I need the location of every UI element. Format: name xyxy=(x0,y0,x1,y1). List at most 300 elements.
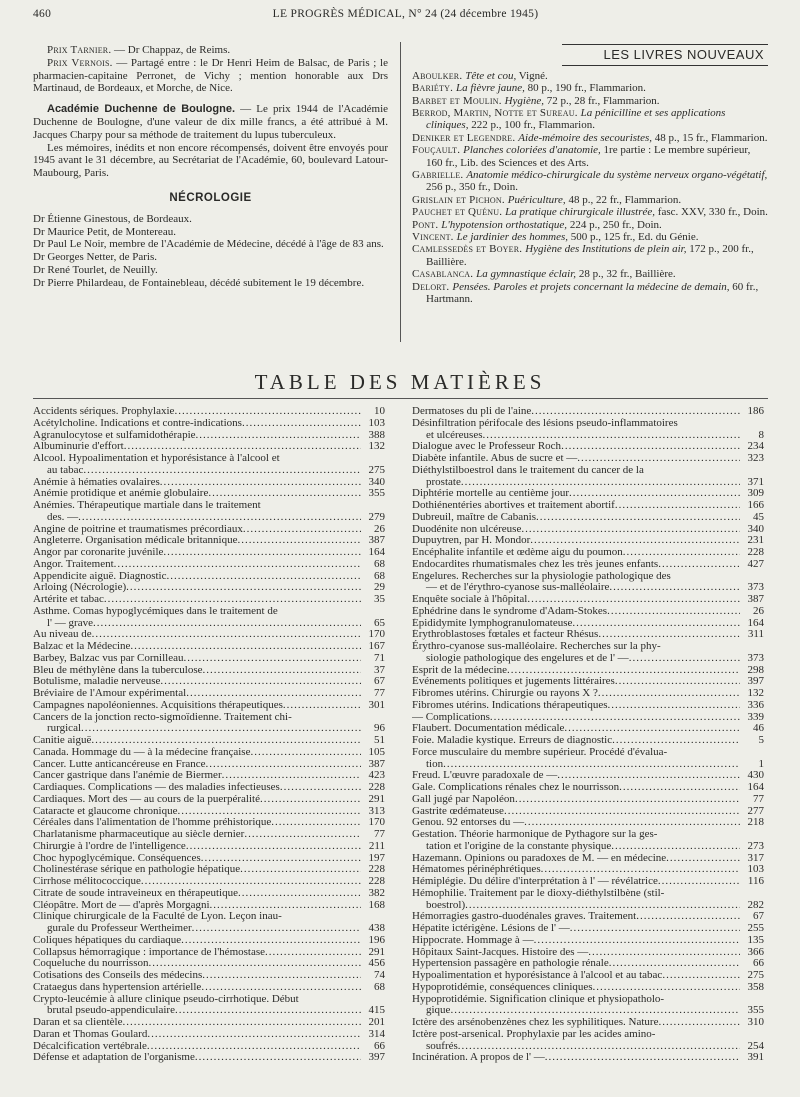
book-author: Casablanca. xyxy=(412,268,477,281)
toc-title: TABLE DES MATIÈRES xyxy=(254,370,546,394)
dot-leader xyxy=(192,923,361,935)
toc-entry-text: Cancers de la jonction recto-sigmoïdienne. Traitement chi- xyxy=(33,710,292,723)
toc-entry-text: Cancer. Lutte anticancéreuse en France xyxy=(33,758,206,770)
dot-leader xyxy=(662,970,740,982)
toc-entry xyxy=(412,594,764,606)
dot-leader xyxy=(196,430,361,442)
necrologie-item: Dr René Tourlet, de Neuilly. xyxy=(33,263,158,276)
toc-page-number: 77 xyxy=(753,792,764,805)
dot-leader xyxy=(507,665,740,677)
toc-page-number: 67 xyxy=(374,675,385,688)
toc-page-number: 366 xyxy=(747,945,764,958)
dot-leader xyxy=(615,676,740,688)
toc-page-number: 373 xyxy=(747,651,764,664)
dot-leader xyxy=(222,770,361,782)
toc-entry xyxy=(33,888,385,900)
toc-page-number: 1 xyxy=(758,757,764,770)
book-entry xyxy=(412,144,768,169)
toc-page-number: 77 xyxy=(374,828,385,840)
dot-leader xyxy=(244,829,361,841)
dot-leader xyxy=(598,688,740,700)
toc-entry xyxy=(412,465,764,489)
book-author: Camlessedès et Boyer. xyxy=(412,243,526,256)
book-author: Pont. xyxy=(412,218,442,231)
dot-leader xyxy=(147,1029,361,1041)
toc-page-number: 311 xyxy=(747,628,764,641)
book-title: Hygiène, xyxy=(504,94,545,107)
dot-leader xyxy=(569,488,740,500)
toc-entry xyxy=(412,947,764,959)
toc-entry xyxy=(412,618,764,630)
toc-page-number: 291 xyxy=(368,792,385,805)
toc-entry-text: Duodénite non ulcéreuse xyxy=(412,523,522,535)
book-author: Grislain et Pichon. xyxy=(412,193,508,206)
toc-entry xyxy=(33,547,385,559)
toc-entry-text: Fibromes utérins. Indications thérapeutiques xyxy=(412,699,608,711)
toc-page-number: 170 xyxy=(368,816,385,829)
toc-page-number: 313 xyxy=(368,804,385,817)
dot-leader xyxy=(195,1052,361,1064)
toc-entry-text: Campagnes napoléoniennes. Acquisitions thérapeutiques xyxy=(33,699,283,711)
toc-entry-text: Daran et sa clientèle xyxy=(33,1017,123,1028)
necrologie-item: Dr Paul Le Noir, membre de l'Académie de Médecine, décédé à l'âge de 83 ans. xyxy=(33,238,384,251)
toc-page-number: 167 xyxy=(368,640,385,652)
toc-entry-text: des. — xyxy=(47,511,79,523)
dot-leader xyxy=(206,759,361,771)
dot-leader xyxy=(271,817,361,829)
toc-entry xyxy=(33,712,385,736)
prize-tarnier xyxy=(33,44,388,57)
dot-leader xyxy=(541,864,740,876)
journal-title: LE PROGRÈS MÉDICAL, N° 24 (24 décembre 1945) xyxy=(272,8,539,20)
toc-page-number: 358 xyxy=(747,980,764,993)
toc-entry-text: Bleu de méthylène dans la tuberculose xyxy=(33,664,203,676)
book-entry xyxy=(412,107,768,132)
toc-entry-text: Cardiaques. Mort des — au cours de la puerpéralité xyxy=(33,793,260,805)
dot-leader xyxy=(250,747,361,759)
toc-page-number: 35 xyxy=(374,593,385,605)
dot-leader xyxy=(572,618,740,630)
toc-page-number: 8 xyxy=(758,428,764,441)
toc-entry-text: Dubreuil, maître de Cabanis xyxy=(412,511,537,523)
toc-entry-text: — et de l'érythro-cyanose sus-malléolaire xyxy=(426,582,610,594)
toc-entry xyxy=(33,947,385,959)
toc-page-number: 310 xyxy=(747,1016,764,1028)
necrologie-item: Dr Georges Netter, de Paris. xyxy=(33,251,157,264)
book-author: Deniker et Legendre. xyxy=(412,131,519,144)
book-author: Delort. xyxy=(412,280,453,293)
toc-page-number: 314 xyxy=(368,1027,385,1040)
page-header xyxy=(33,8,778,26)
book-entry xyxy=(412,231,768,243)
book-title: Tête et cou, xyxy=(465,69,517,82)
toc-entry-text: Artérite et tabac xyxy=(33,594,104,605)
dot-leader xyxy=(636,911,740,923)
toc-entry-text: Désinfiltration périfocale des lésions pseudo-inflammatoires xyxy=(412,416,678,429)
toc-entry-text: Genou. 92 entorses du — xyxy=(412,817,525,829)
necrologie-item: Dr Pierre Philardeau, de Fontainebleau, décédé subitement le 19 décembre. xyxy=(33,276,365,289)
book-author: Bariéty. xyxy=(412,82,456,95)
toc-entry-text: Crataegus dans hypertension artérielle xyxy=(33,981,202,993)
toc-page-number: 231 xyxy=(747,534,764,547)
toc-entry xyxy=(33,653,385,665)
book-author: Vincent. xyxy=(412,231,457,244)
toc-entry xyxy=(412,806,764,818)
toc-page-number: 170 xyxy=(368,628,385,641)
column-divider xyxy=(400,42,401,342)
toc-entry-text: Cirrhose mélitococcique xyxy=(33,876,141,887)
toc-page-number: 382 xyxy=(368,886,385,899)
toc-entry xyxy=(33,1017,385,1029)
toc-entry xyxy=(412,794,764,806)
toc-entry-text: Incinération. A propos de l' — xyxy=(412,1052,545,1064)
toc-entry xyxy=(412,911,764,923)
dot-leader xyxy=(658,1017,740,1029)
toc-page-number: 438 xyxy=(368,922,385,934)
toc-page-number: 196 xyxy=(368,933,385,946)
dot-leader xyxy=(203,665,361,677)
toc-page-number: 228 xyxy=(368,781,385,793)
toc-entry xyxy=(33,1029,385,1041)
toc-entry xyxy=(33,806,385,818)
book-title: Pensées. Paroles et projets concernant la médecine de demain, xyxy=(452,280,730,293)
toc-page-number: 317 xyxy=(747,851,764,864)
toc-entry-text: Cardiaques. Complications — des maladies infectieuses xyxy=(33,782,280,793)
toc-entry xyxy=(33,1052,385,1064)
toc-entry-text: Hypertension passagère en pathologie rénale xyxy=(412,958,609,970)
toc-entry-text: siologie pathologique des engelures et de l' — xyxy=(426,652,629,664)
toc-page-number: 254 xyxy=(747,1039,764,1052)
toc-entry-text: Angine de poitrine et traumatismes précordiaux xyxy=(33,523,243,535)
toc-entry-text: Force musculaire du membre supérieur. Procédé d'évalua- xyxy=(412,745,668,758)
toc-entry xyxy=(33,688,385,700)
toc-entry-text: Gestation. Théorie harmonique de Pythagore sur la ges- xyxy=(412,828,658,840)
book-details: 500 p., 125 fr., Ed. du Génie. xyxy=(568,231,699,244)
book-entry xyxy=(412,169,768,194)
toc-page-number: 37 xyxy=(374,663,385,676)
toc-entry-text: Gastrite œdémateuse xyxy=(412,805,504,817)
toc-entry-text: Citrate de soude intraveineux en thérapeutique xyxy=(33,887,238,899)
toc-entry-text: tation et l'origine de la constante physique xyxy=(426,840,612,852)
book-details: 72 p., 28 fr., Flammarion. xyxy=(544,94,660,107)
toc-right-column xyxy=(412,406,764,1064)
toc-entry-text: l' — grave xyxy=(47,617,93,629)
toc-entry-text: Hématomes périnéphrétiques xyxy=(412,864,541,876)
toc-entry xyxy=(33,770,385,782)
toc-entry xyxy=(412,688,764,700)
toc-entry xyxy=(33,841,385,853)
toc-entry-text: Anémies. Thérapeutique martiale dans le traitement xyxy=(33,499,261,511)
toc-entry xyxy=(412,864,764,876)
dot-leader xyxy=(242,418,361,430)
toc-entry-text: Coliques hépatiques du cardiaque xyxy=(33,934,182,946)
dot-leader xyxy=(114,559,361,571)
toc-page-number: 67 xyxy=(753,910,764,923)
dot-leader xyxy=(160,477,361,489)
toc-entry-text: prostate xyxy=(426,476,461,488)
toc-page-number: 103 xyxy=(747,863,764,876)
book-title: Hygiène des Institutions de plein air, xyxy=(525,243,687,256)
toc-entry xyxy=(33,406,385,418)
toc-entry-text: Asthme. Comas hypoglycémiques dans le traitement de xyxy=(33,604,278,617)
toc-entry xyxy=(33,430,385,442)
toc-entry xyxy=(33,559,385,571)
book-title: La gymnastique éclair, xyxy=(476,268,577,281)
book-entry xyxy=(412,95,768,107)
toc-entry-text: Cholinestérase sérique en pathologie hépatique xyxy=(33,864,241,876)
dot-leader xyxy=(92,629,361,641)
dot-leader xyxy=(126,582,361,594)
toc-entry-text: boestrol) xyxy=(426,899,466,911)
dot-leader xyxy=(588,947,740,959)
toc-page-number: 275 xyxy=(747,969,764,981)
necrologie-item: Dr Étienne Ginestous, de Bordeaux. xyxy=(33,212,192,225)
toc-entry-text: Esprit de la médecine xyxy=(412,664,507,676)
book-author: Barbet et Moulin. xyxy=(412,94,505,107)
toc-entry xyxy=(412,970,764,982)
toc-entry xyxy=(33,958,385,970)
book-title: Le jardinier des hommes, xyxy=(456,231,568,244)
toc-entry-text: Événements politiques et jugements littéraires xyxy=(412,676,615,688)
toc-entry xyxy=(412,665,764,677)
prize-vernois xyxy=(33,57,388,95)
toc-page-number: 415 xyxy=(368,1004,385,1017)
dot-leader xyxy=(167,571,362,583)
academie-paragraph xyxy=(33,103,388,141)
academie-text: — Le prix 1944 de l'Académie Duchenne de Boulogne, d'une valeur de dix mille francs, a été attribué à M. Jacques Charpy pour sa méthode de traitement du lupus tuberculeux. xyxy=(33,103,389,141)
dot-leader xyxy=(629,653,740,665)
toc-page-number: 387 xyxy=(747,593,764,605)
books-column xyxy=(412,44,768,306)
book-entry xyxy=(412,82,768,94)
toc-entry xyxy=(412,935,764,947)
toc-page-number: 323 xyxy=(747,452,764,464)
toc-entry-text: et ulcéreuses xyxy=(426,429,483,441)
toc-page-number: 197 xyxy=(368,851,385,864)
book-details: 28 p., 32 fr., Baillière. xyxy=(576,268,676,281)
toc-entry xyxy=(33,994,385,1018)
toc-entry xyxy=(412,512,764,524)
book-title: L'hypotension orthostatique, xyxy=(441,218,568,231)
toc-page-number: 275 xyxy=(368,463,385,476)
toc-page-number: 164 xyxy=(747,616,764,629)
toc-page-number: 309 xyxy=(747,487,764,500)
toc-page-number: 164 xyxy=(747,781,764,793)
book-entry xyxy=(412,70,768,82)
toc-page-number: 355 xyxy=(747,1004,764,1017)
book-details: 1re partie : Le membre supérieur, 160 fr., Lib. des Sciences et des Arts. xyxy=(426,144,751,169)
toc-entry-text: Érythroblastoses fœtales et facteur Rhésus xyxy=(412,629,599,641)
dot-leader xyxy=(181,935,361,947)
toc-page-number: 74 xyxy=(374,969,385,981)
toc-entry-text: Choc hypoglycémique. Conséquences xyxy=(33,852,201,864)
toc-entry-text: Au niveau de xyxy=(33,629,92,641)
toc-page-number: 116 xyxy=(747,875,764,887)
prize-text: — Partagé entre : le Dr Henri Heim de Balsac, de Paris ; le pharmacien-capitaine Perronet, de Vichy ; mention honorable aux Drs Martinaud, de Bordeaux, et Morche, de Nice. xyxy=(33,56,388,95)
dot-leader xyxy=(201,853,361,865)
book-entry xyxy=(412,281,768,306)
dot-leader xyxy=(443,759,740,771)
dot-leader xyxy=(238,888,361,900)
toc-page-number: 66 xyxy=(753,957,764,970)
toc-entry xyxy=(412,700,764,712)
toc-entry-text: brutal pseudo-appendiculaire xyxy=(47,1005,175,1017)
toc-entry-text: rurgical xyxy=(47,723,82,735)
book-entry xyxy=(412,132,768,144)
toc-entry-text: Canitie aiguë xyxy=(33,735,92,746)
toc-page-number: 68 xyxy=(374,557,385,570)
toc-entry xyxy=(33,535,385,547)
toc-entry-text: Hazemann. Opinions ou paradoxes de M. — en médecine xyxy=(412,852,667,864)
toc-entry-text: Chirurgie à l'ordre de l'intelligence xyxy=(33,840,186,852)
book-title: Planches coloriées d'anatomie, xyxy=(463,144,601,157)
dot-leader xyxy=(174,406,361,418)
toc-entry-text: Cléopâtre. Mort de — d'après Morgagni xyxy=(33,899,210,911)
toc-entry xyxy=(412,829,764,853)
book-details: 80 p., 190 fr., Flammarion. xyxy=(524,82,646,95)
toc-entry xyxy=(412,1052,764,1064)
book-author: Fouçault. xyxy=(412,144,464,157)
dot-leader xyxy=(534,935,740,947)
toc-page-number: 298 xyxy=(747,663,764,676)
toc-entry-text: Angor par coronarite juvénile xyxy=(33,547,164,558)
toc-page-number: 228 xyxy=(368,863,385,876)
toc-entry xyxy=(33,911,385,935)
toc-entry-text: Crypto-leucémie à allure clinique pseudo-cirrhotique. Début xyxy=(33,992,299,1005)
book-details: Vigné. xyxy=(516,69,548,82)
toc-entry xyxy=(33,1041,385,1053)
book-entry xyxy=(412,219,768,231)
dot-leader xyxy=(465,900,740,912)
dot-leader xyxy=(557,770,740,782)
dot-leader xyxy=(186,688,361,700)
necrologie-list xyxy=(33,213,388,290)
toc-entry xyxy=(412,488,764,500)
dot-leader xyxy=(81,723,361,735)
toc-entry xyxy=(412,853,764,865)
necrologie-item: Dr Maurice Petit, de Montereau. xyxy=(33,225,176,238)
toc-entry-text: Ictère des arsénobenzènes chez les syphilitiques. Nature xyxy=(412,1017,659,1028)
toc-page-number: 371 xyxy=(747,475,764,488)
toc-page-number: 132 xyxy=(368,440,385,453)
toc-entry-text: Canada. Hommage du — à la médecine française xyxy=(33,746,251,758)
toc-page-number: 5 xyxy=(758,734,764,746)
toc-page-number: 65 xyxy=(374,616,385,629)
dot-leader xyxy=(177,806,361,818)
toc-page-number: 340 xyxy=(747,522,764,535)
toc-entry-text: Diabète infantile. Abus de sucre et — xyxy=(412,453,578,464)
toc-entry xyxy=(33,571,385,583)
book-entry xyxy=(412,206,768,218)
toc-entry-text: Diphtérie mortelle au centième jour xyxy=(412,488,569,500)
book-author: Aboulker. xyxy=(412,69,466,82)
toc-entry xyxy=(412,923,764,935)
toc-page-number: 164 xyxy=(368,546,385,558)
book-author: Pauchet et Quénu. xyxy=(412,206,506,219)
toc-page-number: 391 xyxy=(747,1051,764,1064)
toc-page-number: 387 xyxy=(368,757,385,770)
dot-leader xyxy=(536,512,740,524)
toc-page-number: 68 xyxy=(374,569,385,582)
dot-leader xyxy=(623,547,740,559)
toc-page-number: 66 xyxy=(374,1039,385,1052)
toc-page-number: 166 xyxy=(747,499,764,511)
dot-leader xyxy=(148,958,361,970)
toc-entry xyxy=(412,500,764,512)
toc-entry xyxy=(412,747,764,771)
dot-leader xyxy=(265,947,361,959)
toc-page-number: 388 xyxy=(368,428,385,441)
toc-entry xyxy=(412,547,764,559)
book-details: fasc. XXV, 330 fr., Doin. xyxy=(655,206,768,219)
toc-entry-text: — Complications xyxy=(412,711,490,723)
toc-page-number: 355 xyxy=(368,487,385,500)
dot-leader xyxy=(461,477,740,489)
dot-leader xyxy=(666,853,740,865)
toc-entry xyxy=(412,571,764,595)
dot-leader xyxy=(545,1052,740,1064)
book-entry xyxy=(412,268,768,280)
toc-entry-text: Accidents sériques. Prophylaxie xyxy=(33,406,175,417)
dot-leader xyxy=(564,723,740,735)
toc-entry xyxy=(412,641,764,665)
toc-page-number: 430 xyxy=(747,769,764,782)
toc-entry-text: Dupuytren, par H. Mondor xyxy=(412,535,531,547)
toc-entry xyxy=(33,970,385,982)
toc-page-number: 397 xyxy=(747,675,764,688)
toc-entry xyxy=(33,641,385,653)
toc-page-number: 456 xyxy=(368,957,385,970)
toc-entry-text: Acétylcholine. Indications et contre-indications xyxy=(33,417,242,429)
dot-leader xyxy=(186,841,361,853)
toc-entry-text: Cotisations des Conseils des médecins xyxy=(33,970,203,981)
toc-entry-text: Freud. L'œuvre paradoxale de — xyxy=(412,770,558,782)
toc-entry-text: Encéphalite infantile et œdème aigu du poumon xyxy=(412,547,623,558)
toc-entry-text: Hypoprotidémie. Signification clinique et physiopatholo- xyxy=(412,992,665,1005)
dot-leader xyxy=(515,794,740,806)
toc-entry-text: Flaubert. Documentation médicale xyxy=(412,723,565,735)
toc-entry-text: Clinique chirurgicale de la Faculté de Lyon. Leçon inau- xyxy=(33,910,282,923)
toc-page-number: 132 xyxy=(747,687,764,699)
toc-page-number: 427 xyxy=(747,557,764,570)
toc-entry-text: Ictère post-arsenical. Prophylaxie par les acides amino- xyxy=(412,1027,656,1040)
toc-entry-text: Cancer gastrique dans l'anémie de Biermer xyxy=(33,770,222,782)
toc-entry xyxy=(33,735,385,747)
dot-leader xyxy=(504,806,740,818)
toc-entry-text: Hémorragies gastro-duodénales graves. Traitement xyxy=(412,911,637,923)
toc-entry xyxy=(412,712,764,724)
toc-page-number: 51 xyxy=(374,734,385,746)
toc-entry-text: au tabac xyxy=(47,464,84,476)
dot-leader xyxy=(608,700,740,712)
toc-page-number: 291 xyxy=(368,945,385,958)
dot-leader xyxy=(160,676,361,688)
toc-entry-text: Balzac et la Médecine xyxy=(33,641,131,652)
toc-left-column xyxy=(33,406,385,1064)
necrologie-title: NÉCROLOGIE xyxy=(169,191,252,204)
toc-entry xyxy=(412,524,764,536)
toc-entry xyxy=(412,418,764,442)
toc-entry-text: Coqueluche du nourrisson xyxy=(33,958,149,970)
dot-leader xyxy=(78,512,361,524)
dot-leader xyxy=(243,524,361,536)
toc-page-number: 10 xyxy=(374,405,385,417)
toc-page-number: 228 xyxy=(368,875,385,887)
dot-leader xyxy=(490,712,740,724)
toc-page-number: 423 xyxy=(368,769,385,782)
book-details: 60 fr., Hartmann. xyxy=(426,280,759,306)
toc-entry-text: Hippocrate. Hommage à — xyxy=(412,934,534,946)
